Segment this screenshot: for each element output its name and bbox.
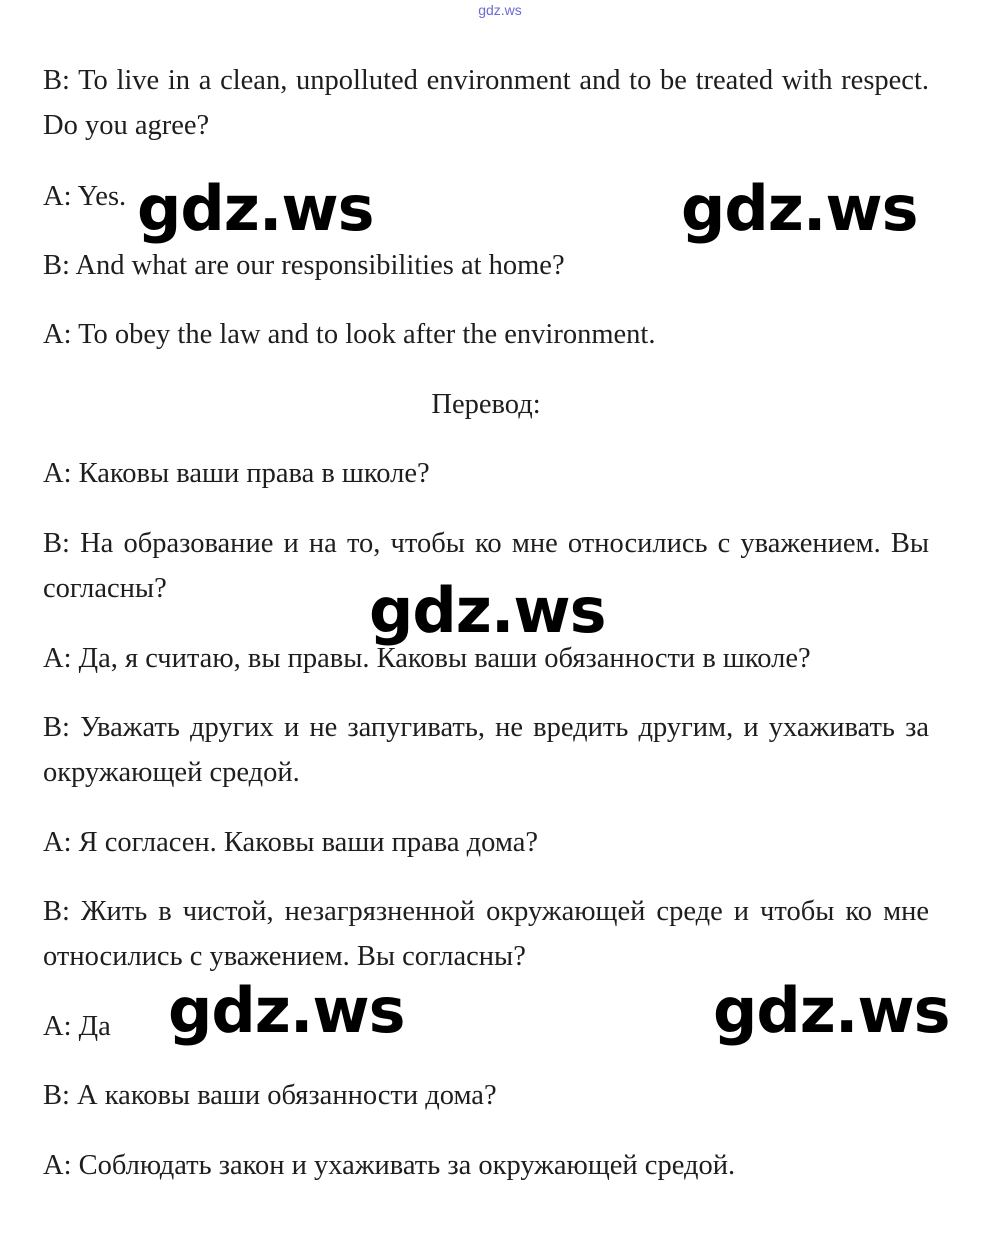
dialogue-ru-b-education: B: На образование и на то, чтобы ко мне относились с уважением. Вы согласны? — [43, 528, 929, 604]
watermark-bottom-right: gdz.ws — [713, 974, 950, 1047]
dialogue-ru-b-duties-home: B: А каковы ваши обязанности дома? — [43, 1080, 497, 1111]
dialogue-ru-a-da: A: Да — [43, 1011, 111, 1042]
dialogue-ru-b-respect-others: B: Уважать других и не запугивать, не вредить другим, и ухаживать за окружающей средой. — [43, 712, 929, 788]
dialogue-a-obey-law: A: To obey the law and to look after the environment. — [43, 319, 656, 350]
watermark-top-left: gdz.ws — [137, 172, 374, 245]
dialogue-a-yes: A: Yes. — [43, 181, 127, 212]
dialogue-ru-a-rights-home: A: Я согласен. Каковы ваши права дома? — [43, 827, 538, 858]
watermark-bottom-left: gdz.ws — [168, 974, 405, 1047]
dialogue-b-responsibilities-home: B: And what are our responsibilities at home? — [43, 250, 565, 281]
dialogue-ru-a-agree-duties: A: Да, я считаю, вы правы. Каковы ваши обязанности в школе? — [43, 643, 811, 674]
dialogue-ru-b-clean-env: B: Жить в чистой, незагрязненной окружающей среде и чтобы ко мне относились с уважением. Вы согласны? — [43, 896, 929, 972]
translation-heading: Перевод: — [431, 389, 541, 420]
dialogue-ru-a-rights-school: A: Каковы ваши права в школе? — [43, 458, 430, 489]
dialogue-b-rights-home: B: To live in a clean, unpolluted environment and to be treated with respect. Do you agree? — [43, 65, 929, 141]
watermark-top-right: gdz.ws — [681, 172, 918, 245]
dialogue-ru-a-obey-law: A: Соблюдать закон и ухаживать за окружающей средой. — [43, 1150, 736, 1181]
header-site-link[interactable]: gdz.ws — [478, 2, 522, 18]
watermark-center: gdz.ws — [369, 574, 606, 647]
